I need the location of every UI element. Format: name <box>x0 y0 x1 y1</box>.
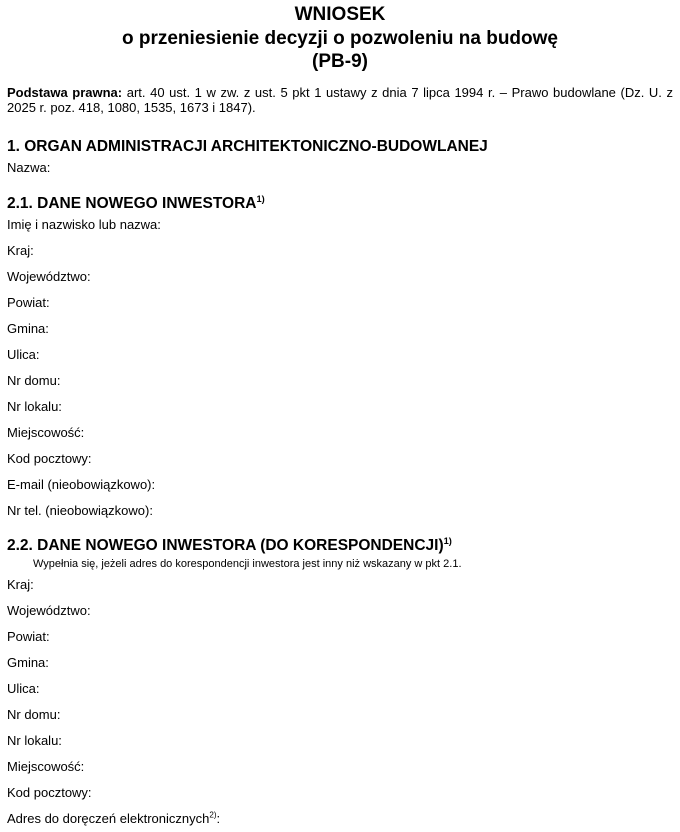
field-label <box>7 316 673 342</box>
field-label-text: Miejscowość: <box>7 758 85 774</box>
field-label-text: Nr lokalu: <box>7 732 62 748</box>
field-label <box>7 264 673 290</box>
legal-basis-text: art. 40 ust. 1 w zw. z ust. 5 pkt 1 ustawy z dnia 7 lipca 1994 r. – Prawo budowlane (Dz. U. z 2025 r. poz. 418, 1080, 1535, 1673 i 1847). <box>7 84 673 115</box>
field-label <box>7 572 673 598</box>
footnote-reference: 1) <box>443 535 452 546</box>
field-label <box>7 650 673 676</box>
title-line-2: o przeniesienie decyzji o pozwoleniu na budowę <box>121 27 558 49</box>
section-heading-2-2 <box>7 524 673 554</box>
field-label-text: Kod pocztowy: <box>7 784 92 800</box>
section-heading-2-1 <box>7 181 673 212</box>
field-label-text: Kraj: <box>7 242 34 258</box>
field-label <box>7 754 673 780</box>
field-label <box>7 420 673 446</box>
field-label-text: Kraj: <box>7 576 34 592</box>
document-title <box>7 3 673 74</box>
field-label <box>7 342 673 368</box>
field-label-text: Powiat: <box>7 294 50 310</box>
field-label-text: Nr domu: <box>7 706 61 722</box>
field-label <box>7 446 673 472</box>
field-label-text: Miejscowość: <box>7 424 85 440</box>
field-label <box>7 806 673 832</box>
field-label-text: Powiat: <box>7 628 50 644</box>
field-label-suffix: : <box>216 810 221 826</box>
field-label-text: Nazwa: <box>7 159 51 175</box>
field-label <box>7 368 673 394</box>
field-label-text: Kod pocztowy: <box>7 450 92 466</box>
footnote-reference: 2) <box>209 810 217 820</box>
field-label-text: Adres do doręczeń elektronicznych <box>7 810 210 826</box>
field-list <box>7 572 673 832</box>
field-label <box>7 155 673 181</box>
field-label <box>7 624 673 650</box>
field-label-text: E-mail (nieobowiązkowo): <box>7 476 156 492</box>
field-label <box>7 598 673 624</box>
field-label-text: Województwo: <box>7 268 91 284</box>
field-label-text: Nr tel. (nieobowiązkowo): <box>7 502 153 518</box>
field-label <box>7 290 673 316</box>
field-label <box>7 702 673 728</box>
section-heading-text: 2.2. DANE NOWEGO INWESTORA (DO KORESPONDENCJI) <box>7 536 444 554</box>
field-label-text: Nr domu: <box>7 372 61 388</box>
field-label-text: Ulica: <box>7 346 40 362</box>
legal-basis <box>7 85 673 116</box>
title-line-3: (PB-9) <box>312 51 368 72</box>
field-list <box>7 212 673 524</box>
field-label-text: Województwo: <box>7 602 91 618</box>
field-list <box>7 155 673 181</box>
field-label <box>7 780 673 806</box>
field-label <box>7 394 673 420</box>
field-label-text: Nr lokalu: <box>7 398 62 414</box>
field-label-text: Imię i nazwisko lub nazwa: <box>7 216 161 232</box>
field-label <box>7 238 673 264</box>
section-2-1 <box>7 181 673 524</box>
section-heading-text: 1. ORGAN ADMINISTRACJI ARCHITEKTONICZNO-BUDOWLANEJ <box>7 137 488 155</box>
section-1 <box>7 116 673 181</box>
title-line-1: WNIOSEK <box>294 4 386 25</box>
footnote-reference: 1) <box>256 193 265 204</box>
section-heading-1 <box>7 116 673 155</box>
field-label <box>7 212 673 238</box>
field-label-text: Ulica: <box>7 680 40 696</box>
form-sections <box>7 116 673 832</box>
field-label-text: Gmina: <box>7 654 49 670</box>
legal-basis-label: Podstawa prawna: <box>7 84 123 100</box>
field-label <box>7 498 673 524</box>
field-label <box>7 728 673 754</box>
section-note: Wypełnia się, jeżeli adres do korespondencji inwestora jest inny niż wskazany w pkt 2.1. <box>33 557 462 570</box>
field-label-text: Gmina: <box>7 320 49 336</box>
field-label <box>7 676 673 702</box>
field-label <box>7 472 673 498</box>
section-2-2 <box>7 524 673 832</box>
section-heading-text: 2.1. DANE NOWEGO INWESTORA <box>7 194 257 212</box>
